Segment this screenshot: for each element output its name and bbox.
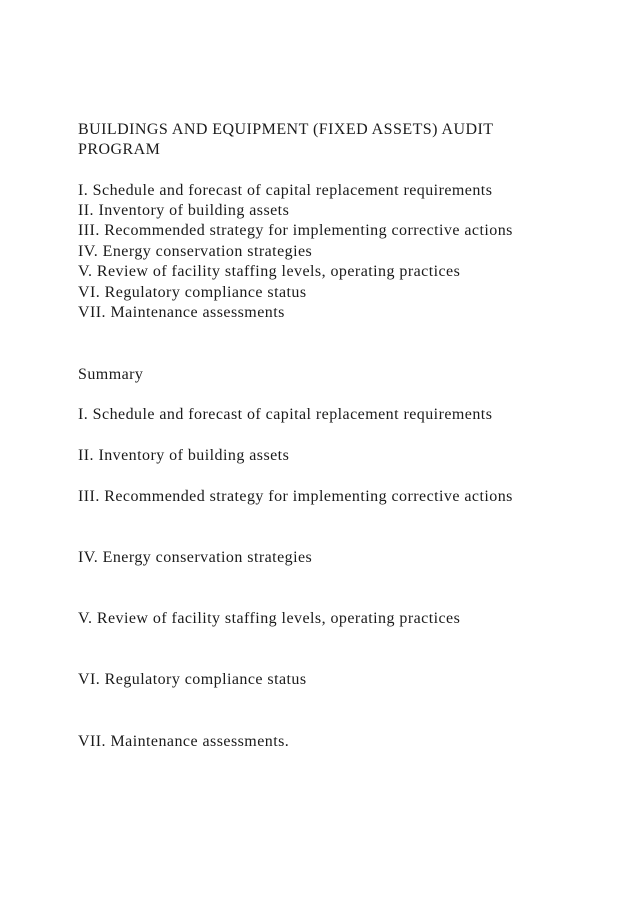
- document-title-line-2: PROGRAM: [78, 141, 161, 158]
- outline-item: VII. Maintenance assessments: [78, 304, 285, 321]
- summary-item: IV. Energy conservation strategies: [78, 549, 313, 566]
- outline-item: VI. Regulatory compliance status: [78, 284, 307, 301]
- summary-heading: Summary: [78, 366, 144, 383]
- summary-item: I. Schedule and forecast of capital replacement requirements: [78, 406, 493, 423]
- outline-item: V. Review of facility staffing levels, operating practices: [78, 263, 461, 280]
- summary-item: VI. Regulatory compliance status: [78, 671, 307, 688]
- summary-item: V. Review of facility staffing levels, operating practices: [78, 610, 461, 627]
- outline-item: I. Schedule and forecast of capital replacement requirements: [78, 182, 493, 199]
- outline-item: II. Inventory of building assets: [78, 202, 290, 219]
- summary-item: III. Recommended strategy for implementing corrective actions: [78, 488, 513, 505]
- summary-item: VII. Maintenance assessments.: [78, 733, 290, 750]
- summary-item: II. Inventory of building assets: [78, 447, 290, 464]
- outline-item: IV. Energy conservation strategies: [78, 243, 313, 260]
- outline-item: III. Recommended strategy for implementing corrective actions: [78, 222, 513, 239]
- document-title-line-1: BUILDINGS AND EQUIPMENT (FIXED ASSETS) AUDIT: [78, 121, 494, 138]
